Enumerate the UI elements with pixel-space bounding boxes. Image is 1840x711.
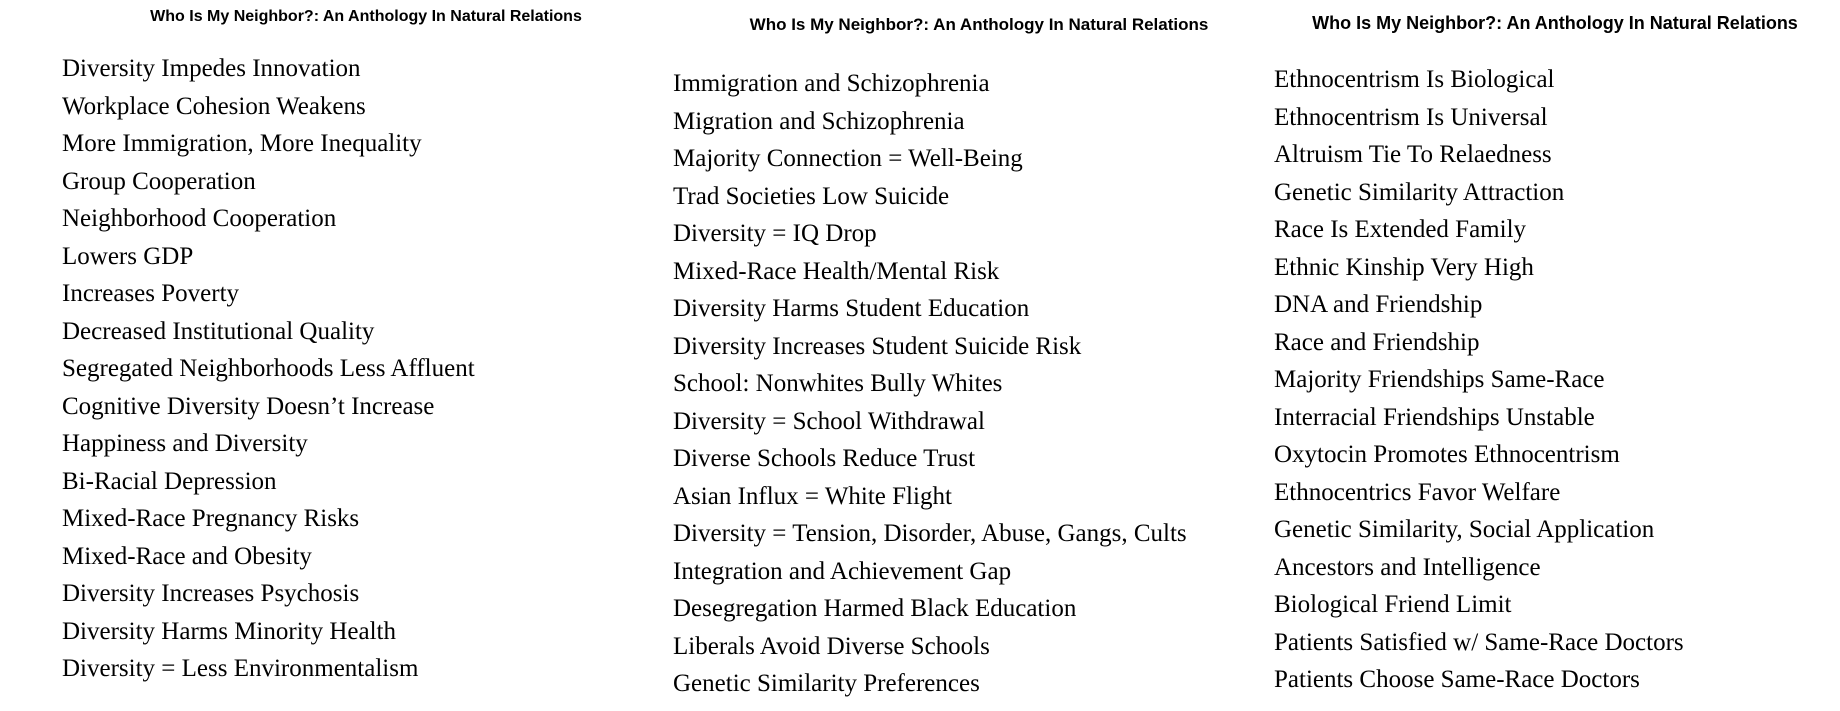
- toc-entry[interactable]: School: Nonwhites Bully Whites: [673, 370, 1003, 397]
- toc-entry[interactable]: Liberals Avoid Diverse Schools: [673, 632, 990, 660]
- toc-entry[interactable]: Diversity Increases Psychosis: [62, 580, 360, 607]
- toc-entry[interactable]: Decreased Institutional Quality: [62, 317, 375, 345]
- toc-entry[interactable]: Ethnocentrics Favor Welfare: [1274, 478, 1561, 506]
- toc-entry[interactable]: Mixed-Race Health/Mental Risk: [673, 257, 1000, 285]
- toc-entry[interactable]: Oxytocin Promotes Ethnocentrism: [1274, 441, 1620, 468]
- column-3-title: Who Is My Neighbor?: An Anthology In Natural Relations: [1312, 13, 1798, 33]
- toc-entry[interactable]: Lowers GDP: [62, 242, 194, 270]
- column-2-list: [673, 65, 1187, 703]
- toc-entry[interactable]: Diversity Harms Minority Health: [62, 617, 396, 645]
- toc-entry[interactable]: Patients Satisfied w/ Same-Race Doctors: [1274, 628, 1684, 656]
- toc-entry[interactable]: Diversity = IQ Drop: [673, 220, 877, 247]
- toc-entry[interactable]: Neighborhood Cooperation: [62, 205, 337, 232]
- toc-entry[interactable]: Diverse Schools Reduce Trust: [673, 445, 976, 472]
- toc-entry[interactable]: Mixed-Race Pregnancy Risks: [62, 505, 360, 532]
- toc-entry[interactable]: Ancestors and Intelligence: [1274, 553, 1541, 581]
- toc-entry[interactable]: Majority Friendships Same-Race: [1274, 366, 1605, 393]
- toc-entry[interactable]: Cognitive Diversity Doesn’t Increase: [62, 392, 435, 420]
- toc-entry[interactable]: Happiness and Diversity: [62, 430, 308, 457]
- toc-entry[interactable]: Biological Friend Limit: [1274, 591, 1512, 618]
- toc-entry[interactable]: Diversity = Less Environmentalism: [62, 655, 419, 682]
- column-1-title: Who Is My Neighbor?: An Anthology In Natural Relations: [150, 8, 582, 25]
- toc-entry[interactable]: Altruism Tie To Relaedness: [1274, 141, 1552, 168]
- toc-entry[interactable]: Diversity Impedes Innovation: [62, 55, 361, 82]
- toc-entry[interactable]: Genetic Similarity Attraction: [1274, 178, 1565, 206]
- toc-entry[interactable]: Asian Influx = White Flight: [673, 482, 952, 510]
- column-3-list: [1274, 61, 1684, 699]
- toc-entry[interactable]: Ethnic Kinship Very High: [1274, 253, 1534, 281]
- toc-entry[interactable]: Mixed-Race and Obesity: [62, 542, 312, 570]
- toc-entry[interactable]: Integration and Achievement Gap: [673, 557, 1012, 585]
- toc-entry[interactable]: Increases Poverty: [62, 280, 240, 307]
- toc-entry[interactable]: Majority Connection = Well-Being: [673, 145, 1023, 172]
- toc-entry[interactable]: Group Cooperation: [62, 167, 256, 195]
- column-1-list: [62, 50, 475, 688]
- toc-entry[interactable]: Segregated Neighborhoods Less Affluent: [62, 355, 475, 382]
- column-2-title: Who Is My Neighbor?: An Anthology In Natural Relations: [749, 15, 1209, 34]
- toc-entry[interactable]: Race and Friendship: [1274, 328, 1480, 356]
- toc-entry[interactable]: Diversity Harms Student Education: [673, 295, 1030, 322]
- toc-entry[interactable]: Interracial Friendships Unstable: [1274, 403, 1595, 431]
- toc-entry[interactable]: Ethnocentrism Is Universal: [1274, 103, 1548, 131]
- toc-entry[interactable]: Desegregation Harmed Black Education: [673, 595, 1077, 622]
- toc-entry[interactable]: More Immigration, More Inequality: [62, 130, 422, 157]
- toc-entry[interactable]: Diversity = Tension, Disorder, Abuse, Gangs, Cults: [673, 520, 1187, 547]
- toc-entry[interactable]: Migration and Schizophrenia: [673, 107, 965, 135]
- toc-entry[interactable]: Trad Societies Low Suicide: [673, 182, 950, 210]
- toc-entry[interactable]: Bi-Racial Depression: [62, 467, 277, 495]
- toc-entry[interactable]: Immigration and Schizophrenia: [673, 70, 990, 97]
- toc-entry[interactable]: DNA and Friendship: [1274, 291, 1483, 318]
- toc-entry[interactable]: Diversity = School Withdrawal: [673, 407, 985, 435]
- toc-entry[interactable]: Genetic Similarity, Social Application: [1274, 516, 1655, 543]
- toc-entry[interactable]: Ethnocentrism Is Biological: [1274, 66, 1555, 93]
- toc-entry[interactable]: Diversity Increases Student Suicide Risk: [673, 332, 1082, 360]
- toc-entry[interactable]: Patients Choose Same-Race Doctors: [1274, 666, 1640, 693]
- toc-entry[interactable]: Genetic Similarity Preferences: [673, 670, 980, 697]
- toc-entry[interactable]: Workplace Cohesion Weakens: [62, 92, 366, 120]
- toc-entry[interactable]: Race Is Extended Family: [1274, 216, 1527, 243]
